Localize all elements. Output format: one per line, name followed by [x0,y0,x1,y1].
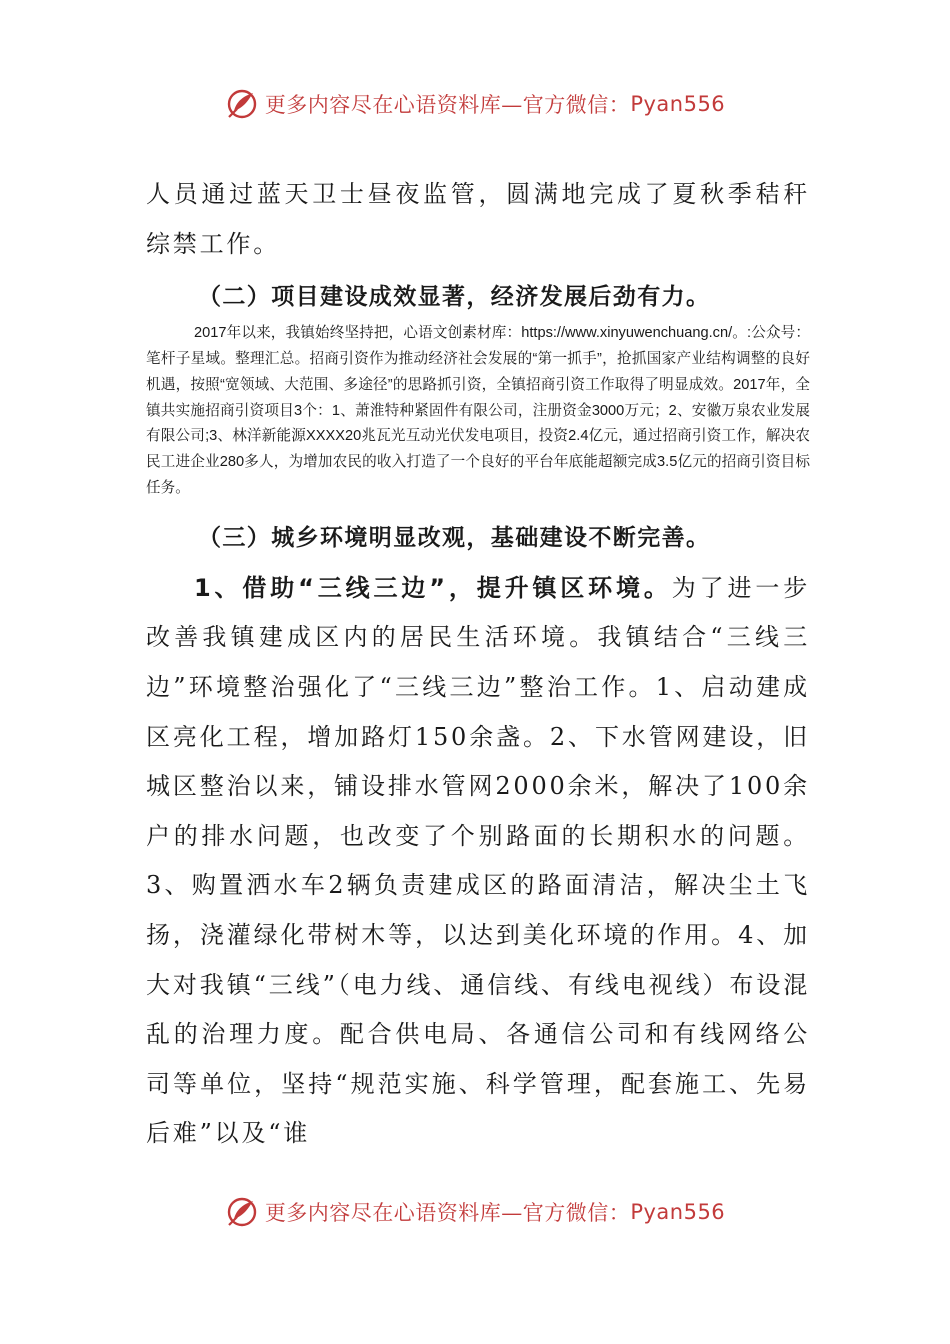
leaf-logo-icon [225,1195,259,1229]
header-watermark-banner [0,84,950,124]
paragraph-continuation: 人员通过蓝天卫士昼夜监管，圆满地完成了夏秋季秸秆综禁工作。 [146,180,810,258]
document-body [146,170,810,1159]
paragraph-investment: 2017年以来，我镇始终坚持把，心语文创素材库：https://www.xinyuwenchuang.cn/。:公众号：笔杆子星域。整理汇总。招商引资作为推动经济社会发展的“第一抓手”，抢抓国家产业结构调整的良好机遇，按照“宽领域、大范围、多途径”的思路抓引资，全镇招商引资工作取得了明显成效。2017年，全镇共实施招商引资项目3个：1、萧淮特种紧固件有限公司，注册资金3000万元；2、安徽万泉农业发展有限公司;3、林洋新能源XXXX20兆瓦光互动光伏发电项目，投资2.4亿元，通过招商引资工作，解决农民工进企业280多人，为增加农民的收入打造了一个良好的平台年底能超额完成3.5亿元的招商引资目标任务。 [146,325,810,496]
banner-wechat-id: Pyan556 [630,92,726,116]
section-heading-3: （三）城乡环境明显改观，基础建设不断完善。 [198,524,711,551]
footer-watermark-banner [0,1192,950,1232]
paragraph-environment [146,564,810,1159]
banner-text: 更多内容尽在心语资料库—官方微信： [264,1201,631,1225]
paragraph-environment-text: 为了进一步改善我镇建成区内的居民生活环境。我镇结合“三线三边”环境整治强化了“三线三边”整治工作。1、启动建成区亮化工程，增加路灯150余盏。2、下水管网建设，旧城区整治以来，铺设排水管网2000余米，解决了100余户的排水问题，也改变了个别路面的长期积水的问题。3、购置洒水车2辆负责建成区的路面清洁，解决尘土飞扬，浇灌绿化带树木等，以达到美化环境的作用。4、加大对我镇“三线”（电力线、通信线、有线电视线）布设混乱的治理力度。配合供电局、各通信公司和有线网络公司等单位，坚持“规范实施、科学管理，配套施工、先易后难”以及“谁 [146,573,810,1148]
leaf-logo-icon [225,87,259,121]
paragraph-lead-bold: 1、借助“三线三边”，提升镇区环境。 [194,573,672,602]
banner-wechat-id: Pyan556 [630,1200,726,1224]
section-heading-2: （二）项目建设成效显著，经济发展后劲有力。 [198,284,711,311]
banner-text: 更多内容尽在心语资料库—官方微信： [264,93,631,117]
